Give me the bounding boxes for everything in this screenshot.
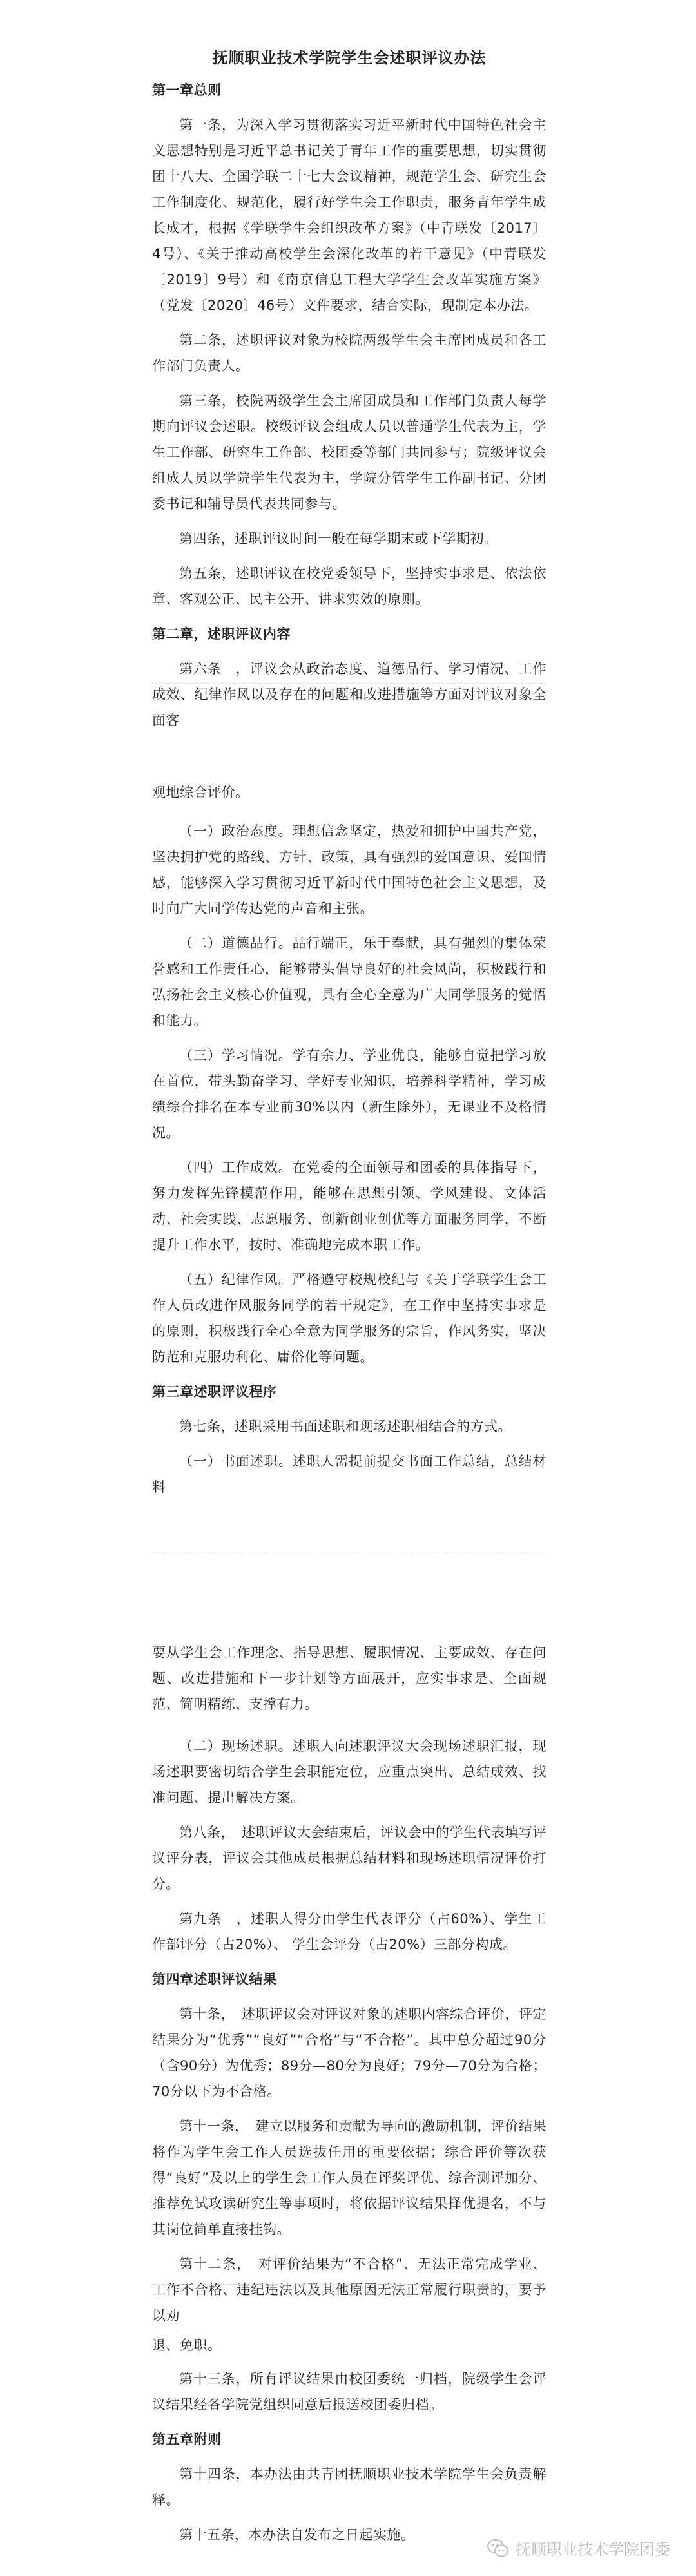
article-12-part-2: 退、免职。 bbox=[152, 2338, 222, 2353]
chapter-heading: 第五章附则 bbox=[152, 2432, 222, 2447]
written-report-part-2: 要从学生会工作理念、指导思想、履职情况、主要成效、存在问题、改进措施和下一步计划等方面展开，应实事求是、全面规范、简明精练、支撑有力。 bbox=[152, 1645, 546, 1712]
article-1: 第一条，为深入学习贯彻落实习近平新时代中国特色社会主义思想特别是习近平总书记关于青年工作的重要思想，切实贯彻团十八大、全国学联二十七大会议精神，规范学生会、研究生会工作制度化、规范化，履行好学生会工作职责，服务青年学生成长成才，根据《学联学生会组织改革方案》（中青联发〔2017〕4号）、《关于推动高校学生会深化改革的若干意见》（中青联发〔2019〕9号）和《南京信息工程大学学生会改革实施方案》（党发〔2020〕46号）文件要求，结合实际，现制定本办法。 bbox=[152, 117, 546, 313]
article-12-part-1: 第十二条， 对评价结果为“不合格”、无法正常完成学业、工作不合格、违纪违法以及其他原因无法正常履行职责的，要予以劝 bbox=[152, 2256, 546, 2323]
document-section-2 bbox=[152, 780, 546, 814]
document-title: 抚顺职业技术学院学生会述职评议办法 bbox=[212, 49, 487, 67]
item-political: （一）政治态度。理想信念坚定，热爱和拥护中国共产党，坚决拥护党的路线、方针、政策，具有强烈的爱国意识、爱国情感，能够深入学习贯彻习近平新时代中国特色社会主义思想，及时向广大同学传达党的声音和主张。 bbox=[152, 823, 546, 916]
article-3: 第三条，校院两级学生会主席团成员和工作部门负责人每学期向评议会述职。校级评议会组成人员以普通学生代表为主，学生工作部、研究生工作部、校团委等部门共同参与；院级评议会组成人员以学院学生代表为主，学院分管学生工作副书记、分团委书记和辅导员代表共同参与。 bbox=[152, 393, 546, 512]
article-4: 第四条，述职评议时间一般在每学期末或下学期初。 bbox=[179, 531, 498, 546]
page-break-line bbox=[152, 683, 546, 684]
article-5: 第五条，述职评议在校党委领导下，坚持实事求是、依法依章、客观公正、民主公开、讲求实效的原则。 bbox=[152, 566, 546, 607]
article-10: 第十条， 述职评议会对评议对象的述职内容综合评价，评定结果分为“优秀”“良好”“合格”与“不合格”。其中总分超过90分（含90分）为优秀；89分—80分为良好；79分—70分为合格；70分以下为不合格。 bbox=[152, 2006, 546, 2099]
article-13: 第十三条，所有评议结果由校团委统一归档，院级学生会评议结果经各学院党组织同意后报送校团委归档。 bbox=[152, 2371, 546, 2412]
document-section-2b bbox=[152, 818, 546, 1509]
document-section-3 bbox=[152, 1640, 546, 1726]
page-break-line bbox=[152, 2284, 546, 2285]
article-6-part-1: 第六条 ，评议会从政治态度、道德品行、学习情况、工作成效、纪律作风以及存在的问题和改进措施等方面对评议对象全面客 bbox=[152, 661, 546, 728]
article-7: 第七条，述职采用书面述职和现场述职相结合的方式。 bbox=[179, 1419, 512, 1434]
onsite-report: （二）现场述职。述职人向述职评议大会现场述职汇报，现场述职要密切结合学生会职能定位，应重点突出、总结成效、找准问题、提出解决方案。 bbox=[152, 1738, 546, 1805]
chapter-heading: 第一章总则 bbox=[152, 82, 222, 98]
article-8: 第八条， 述职评议大会结束后，评议会中的学生代表填写评议评分表，评议会其他成员根据总结材料和现场述职情况评价打分。 bbox=[152, 1825, 546, 1892]
chapter-heading: 第三章述职评议程序 bbox=[152, 1384, 277, 1399]
item-work: （四）工作成效。在党委的全面领导和团委的具体指导下，努力发挥先锋模范作用，能够在思想引领、学风建设、文体活动、社会实践、志愿服务、创新创业创优等方面服务同学，不断提升工作水平，按时、准确地完成本职工作。 bbox=[152, 1160, 546, 1253]
item-study: （三）学习情况。学有余力、学业优良，能够自觉把学习放在首位，带头勤奋学习、学好专业知识，培养科学精神，学习成绩综合排名在本专业前30%以内（新生除外），无课业不及格情况。 bbox=[152, 1048, 546, 1140]
account-name: 抚顺职业技术学院团委 bbox=[516, 2541, 670, 2559]
chapter-heading: 第四章述职评议结果 bbox=[152, 1972, 277, 1987]
chapter-heading: 第二章，述职评议内容 bbox=[152, 626, 291, 642]
document-section-3b bbox=[152, 1733, 546, 2338]
written-report-part-1: （一）书面述职。述职人需提前提交书面工作总结，总结材料 bbox=[152, 1454, 546, 1495]
article-6-part-2: 观地综合评价。 bbox=[152, 785, 249, 800]
article-14: 第十四条，本办法由共青团抚顺职业技术学院学生会负责解释。 bbox=[152, 2466, 546, 2508]
item-morality: （二）道德品行。品行端正，乐于奉献，具有强烈的集体荣誉感和工作责任心，能够带头倡导良好的社会风尚，积极践行和弘扬社会主义核心价值观，具有全心全意为广大同学服务的觉悟和能力。 bbox=[152, 936, 546, 1028]
document-section-4b bbox=[152, 2366, 546, 2557]
wechat-icon bbox=[487, 2539, 509, 2558]
document-section-1 bbox=[152, 77, 546, 742]
article-11: 第十一条， 建立以服务和贡献为导向的激励机制，评价结果将作为学生会工作人员选拔任用的重要依据；综合评价等次获得“良好”及以上的学生会工作人员在评奖评优、综合测评加分、推荐免试攻读研究生等事项时，将依据评议结果择优提名，不与其岗位简单直接挂钩。 bbox=[152, 2119, 546, 2237]
article-9: 第九条 ，述职人得分由学生代表评分（占60%）、学生工作部评分（占20%）、 学生会评分（占20%）三部分构成。 bbox=[152, 1911, 546, 1952]
document-section-4 bbox=[152, 2332, 546, 2367]
account-watermark bbox=[487, 2537, 670, 2559]
item-discipline: （五）纪律作风。严格遵守校规校纪与《关于学联学生会工作人员改进作风服务同学的若干规定》，在工作中坚持实事求是的原则，积极践行全心全意为同学服务的宗旨，作风务实，坚决防范和克服功利化、庸俗化等问题。 bbox=[152, 1272, 546, 1365]
article-2: 第二条，述职评议对象为校院两级学生会主席团成员和各工作部门负责人。 bbox=[152, 332, 546, 374]
article-15: 第十五条，本办法自发布之日起实施。 bbox=[179, 2527, 415, 2542]
